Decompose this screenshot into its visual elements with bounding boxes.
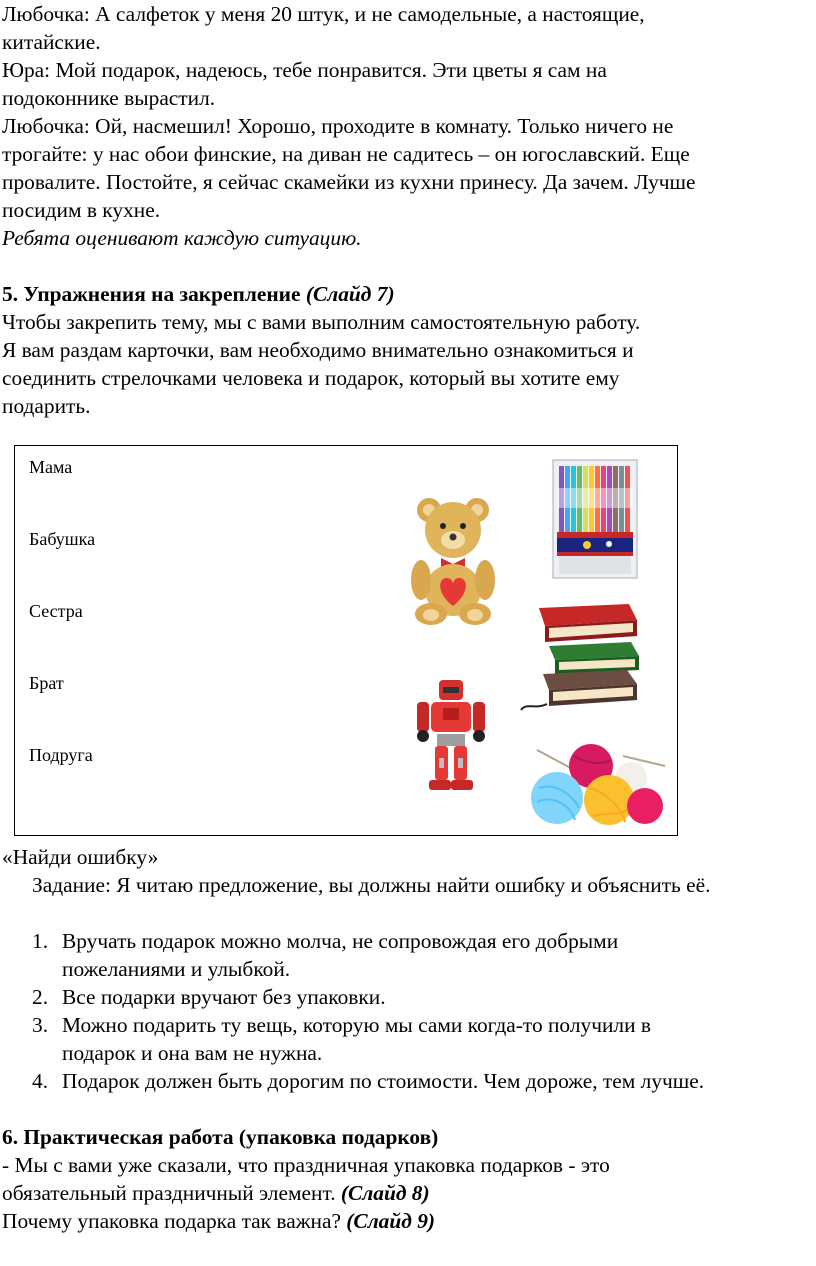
section6-line: - Мы с вами уже сказали, что праздничная упаковка подарков - это <box>2 1153 610 1177</box>
person-sister: Сестра <box>29 601 83 621</box>
section6-line: обязательный праздничный элемент. (Слайд 8) <box>2 1181 430 1205</box>
dialogue-line: китайские. <box>2 30 101 54</box>
person-grandma: Бабушка <box>29 529 96 549</box>
list-item-continuation: подарок и она вам не нужна. <box>62 1041 323 1065</box>
person-girlfriend: Подруга <box>29 745 93 765</box>
matching-card <box>14 445 678 836</box>
person-brother: Брат <box>29 673 64 693</box>
dialogue-line: Любочка: Ой, насмешил! Хорошо, проходите в комнату. Только ничего не <box>2 114 674 138</box>
section5-line: Я вам раздам карточки, вам необходимо внимательно ознакомиться и <box>2 338 634 362</box>
dialogue-line: трогайте: у нас обои финские, на диван не садитесь – он югославский. Еще <box>2 142 690 166</box>
robot-icon <box>415 678 487 798</box>
section6-heading: 6. Практическая работа (упаковка подарков) <box>2 1125 439 1149</box>
books-icon <box>519 598 645 716</box>
section5-title: 5. Упражнения на закрепление <box>2 282 306 306</box>
find-error-task: Задание: Я читаю предложение, вы должны найти ошибку и объяснить её. <box>32 873 711 897</box>
teddy-bear-icon <box>407 494 499 626</box>
list-item: 2. Все подарки вручают без упаковки. <box>32 985 386 1009</box>
dialogue-line: Любочка: А салфеток у меня 20 штук, и не самодельные, а настоящие, <box>2 2 645 26</box>
slide-ref: (Слайд 7) <box>305 282 395 306</box>
dialogue-line: Юра: Мой подарок, надеюсь, тебе понравится. Эти цветы я сам на <box>2 58 607 82</box>
section5-line: Чтобы закрепить тему, мы с вами выполним самостоятельную работу. <box>2 310 641 334</box>
after-card <box>0 843 816 1235</box>
error-list <box>0 927 816 1095</box>
list-item-continuation: пожеланиями и улыбкой. <box>62 957 291 981</box>
section5-heading <box>0 280 816 308</box>
section5-line: подарить. <box>2 394 91 418</box>
find-error-title: «Найди ошибку» <box>2 845 159 869</box>
yarn-balls-icon <box>527 736 669 828</box>
slide-ref: (Слайд 8) <box>340 1181 430 1205</box>
dialogue-line: подоконнике вырастил. <box>2 86 216 110</box>
list-item: 3. Можно подарить ту вещь, которую мы сами когда-то получили в <box>32 1013 651 1037</box>
section6-line: Почему упаковка подарка так важна? (Слайд 9) <box>2 1209 436 1233</box>
dialogue-line: провалите. Постойте, я сейчас скамейки из кухни принесу. Да зачем. Лучше <box>2 170 696 194</box>
document-page <box>0 0 816 420</box>
dialogue-line: посидим в кухне. <box>2 198 161 222</box>
gel-pens-icon <box>551 458 639 580</box>
section5-line: соединить стрелочками человека и подарок, который вы хотите ему <box>2 366 620 390</box>
list-item: 4. Подарок должен быть дорогим по стоимости. Чем дороже, тем лучше. <box>32 1069 705 1093</box>
person-mama: Мама <box>29 457 73 477</box>
list-item: 1. Вручать подарок можно молча, не сопровождая его добрыми <box>32 929 619 953</box>
slide-ref: (Слайд 9) <box>346 1209 436 1233</box>
evaluation-note: Ребята оценивают каждую ситуацию. <box>2 226 362 250</box>
